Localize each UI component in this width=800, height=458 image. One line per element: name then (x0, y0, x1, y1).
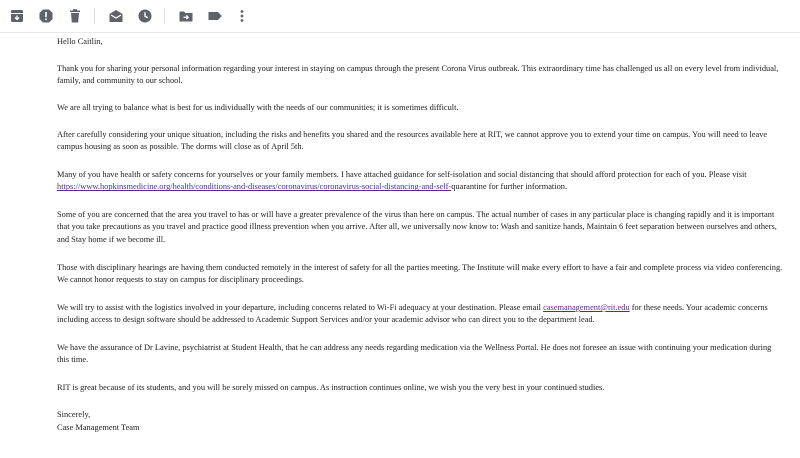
email-paragraph (57, 302, 785, 327)
email-paragraph: We have the assurance of Dr Lavine, psychiatrist at Student Health, that he can address any needs regarding medication via the Wellness Portal. He does not foresee an issue with continuing your medication during this time. (57, 343, 772, 365)
label-icon[interactable] (206, 7, 224, 25)
report-spam-icon[interactable] (37, 7, 55, 25)
archive-icon[interactable] (8, 7, 26, 25)
toolbar-divider (94, 8, 95, 24)
mark-unread-icon[interactable] (107, 7, 125, 25)
email-closing: Sincerely, (57, 410, 91, 419)
email-paragraph: After carefully considering your unique situation, including the risks and benefits you shared and the resources available here at RIT, we cannot approve you to extend your time on campus. You will need to leave campus housing as soon as possible. The dorms will close as of April 5th. (57, 130, 768, 152)
paragraph-text: Many of you have health or safety concerns for yourselves or your family members. I have attached guidance for self-isolation and social distancing that should afford protection for each of you. Please visit (57, 170, 747, 179)
email-paragraph: We are all trying to balance what is best for us individually with the needs of our communities; it is sometimes difficult. (57, 103, 459, 112)
email-paragraph: Thank you for sharing your personal information regarding your interest in staying on campus through the present Corona Virus outbreak. This extraordinary time has challenged us all on every level from individual, family, and community to our school. (57, 64, 779, 86)
toolbar-divider (164, 8, 165, 24)
paragraph-text: for these needs. Your academic concerns including access to design software should be addressed to Academic Support Services and/or your academic advisor who can direct you to the department lead. (57, 303, 768, 325)
move-to-icon[interactable] (177, 7, 195, 25)
paragraph-text: We will try to assist with the logistics involved in your departure, including concerns related to Wi-Fi adequacy at your destination. Please email (57, 303, 544, 312)
email-paragraph (57, 169, 785, 194)
email-signature: Case Management Team (57, 423, 140, 432)
email-paragraph: RIT is great because of its students, and you will be sorely missed on campus. As instruction continues online, we wish you the very best in your continued studies. (57, 383, 605, 392)
delete-icon[interactable] (66, 7, 84, 25)
paragraph-text: quarantine for further information. (451, 182, 568, 192)
email-toolbar (0, 0, 800, 33)
email-paragraph: Some of you are concerned that the area you travel to has or will have a greater prevalence of the virus than here on campus. The actual number of cases in any particular place is changing rapidly and it is important that you take precautions as you travel and practice good illness prevention when you arrive. After all, we universally now know to: Wash and sanitize hands, Maintain 6 feet separation between ourselves and others, and Stay home if we become ill. (57, 210, 777, 244)
email-paragraph: Those with disciplinary hearings are having them conducted remotely in the interest of safety for all the parties meeting. The Institute will make every effort to have a fair and complete process via video conferencing. We cannot honor requests to stay on campus for disciplinary proceedings. (57, 263, 783, 285)
snooze-icon[interactable] (136, 7, 154, 25)
hopkins-medicine-link[interactable]: https://www.hopkinsmedicine.org/health/conditions-and-diseases/coronavirus/coronavirus-social-distancing-and-self- (57, 182, 452, 192)
case-management-email-link[interactable]: casemanagement@rit.edu (543, 303, 630, 312)
more-vert-icon[interactable] (233, 7, 251, 25)
email-greeting: Hello Caitlin, (57, 37, 103, 46)
